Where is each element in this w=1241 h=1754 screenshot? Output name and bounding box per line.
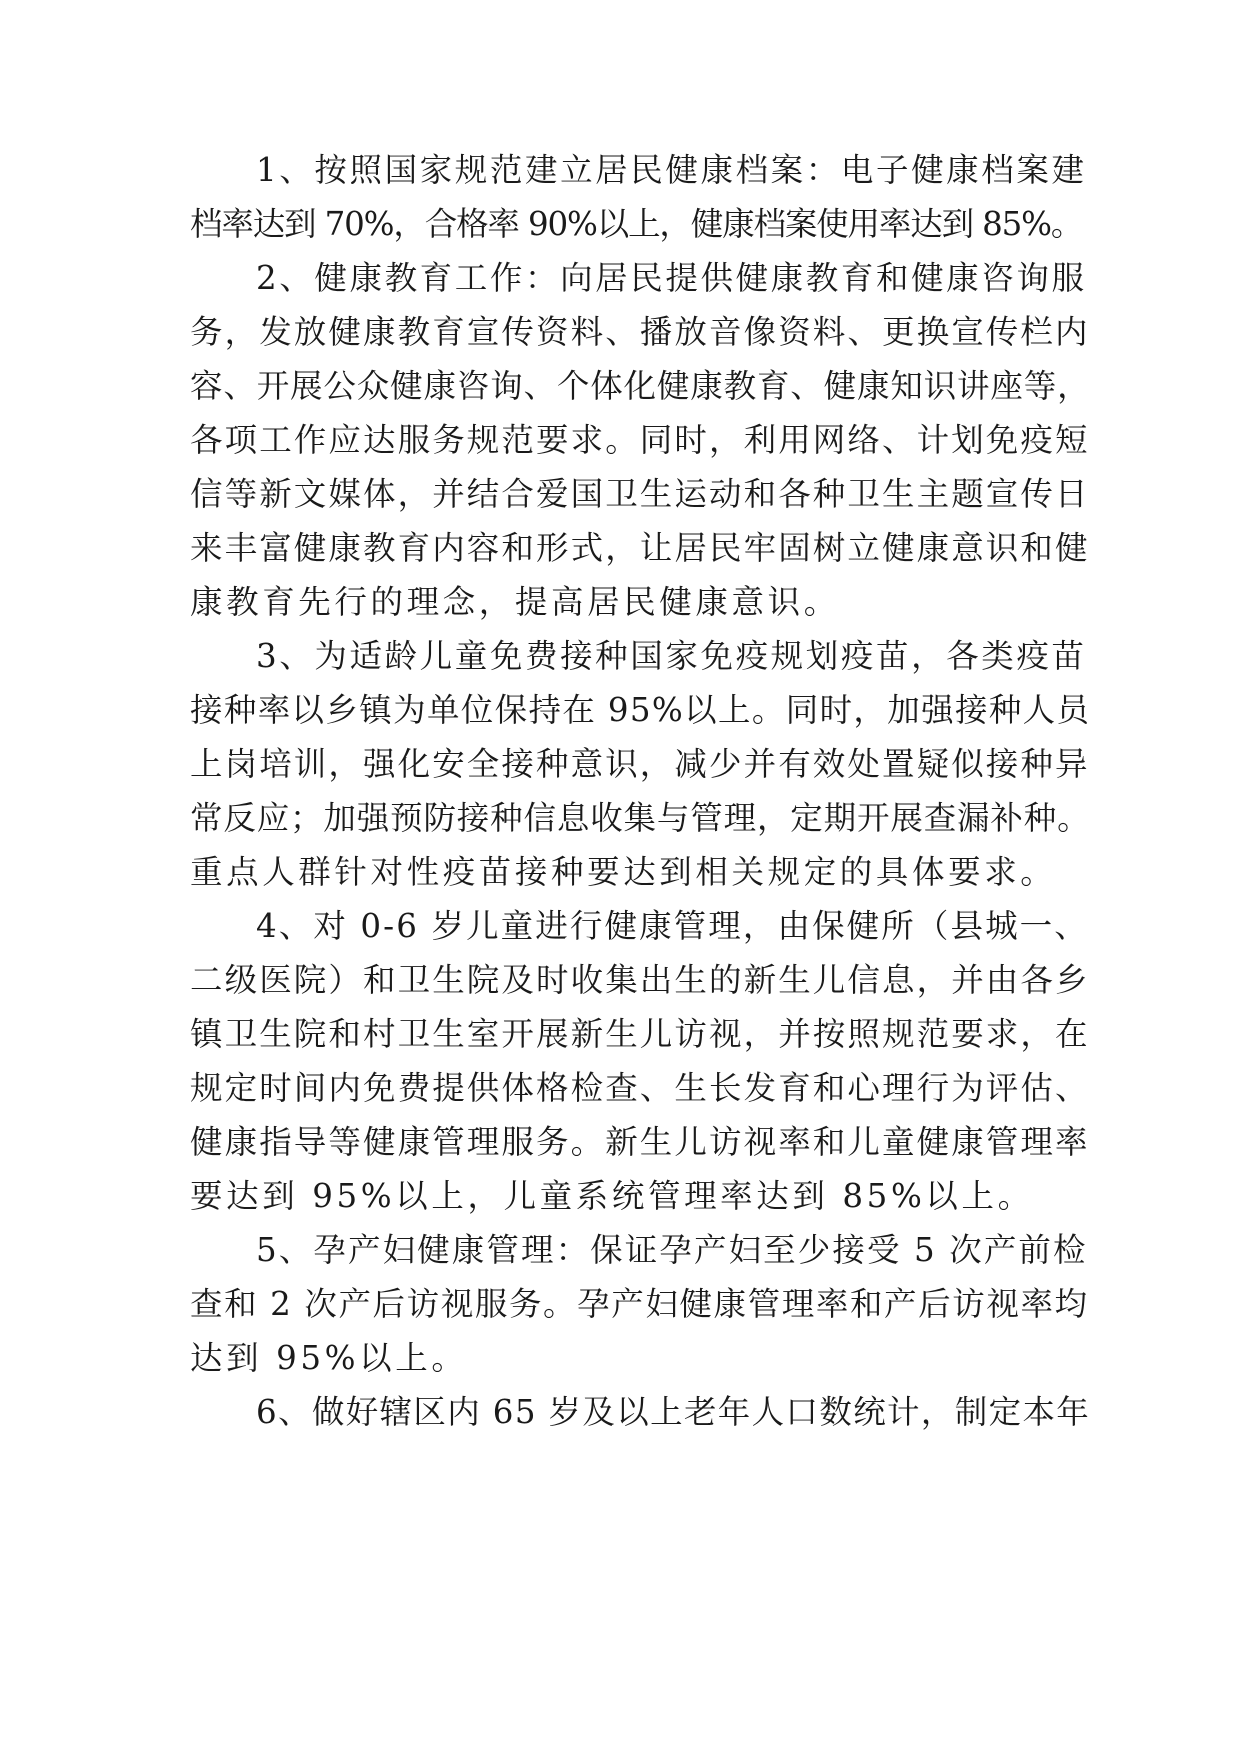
paragraph-1-line-2: 档率达到 70%，合格率 90%以上，健康档案使用率达到 85%。 bbox=[190, 205, 1083, 243]
paragraph-2-line-7: 康教育先行的理念，提高居民健康意识。 bbox=[190, 583, 840, 621]
paragraph-4-line-5: 健康指导等健康管理服务。新生儿访视率和儿童健康管理率 bbox=[190, 1123, 1090, 1161]
paragraph-2-line-3: 容、开展公众健康咨询、个体化健康教育、健康知识讲座等， bbox=[190, 367, 1091, 405]
paragraph-5-line-1: 5、孕产妇健康管理：保证孕产妇至少接受 5 次产前检 bbox=[256, 1231, 1088, 1269]
paragraph-4-line-2: 二级医院）和卫生院及时收集出生的新生儿信息，并由各乡 bbox=[190, 961, 1090, 999]
paragraph-3-line-2: 接种率以乡镇为单位保持在 95%以上。同时，加强接种人员 bbox=[190, 691, 1091, 729]
paragraph-3-line-5: 重点人群针对性疫苗接种要达到相关规定的具体要求。 bbox=[190, 853, 1057, 891]
paragraph-3-line-3: 上岗培训，强化安全接种意识，减少并有效处置疑似接种异 bbox=[190, 745, 1090, 783]
paragraph-4-line-3: 镇卫生院和村卫生室开展新生儿访视，并按照规范要求，在 bbox=[190, 1015, 1090, 1053]
paragraph-3-line-1: 3、为适龄儿童免费接种国家免疫规划疫苗，各类疫苗 bbox=[256, 637, 1087, 675]
paragraph-2-line-1: 2、健康教育工作：向居民提供健康教育和健康咨询服 bbox=[256, 259, 1087, 297]
paragraph-2-line-6: 来丰富健康教育内容和形式，让居民牢固树立健康意识和健 bbox=[190, 529, 1090, 567]
paragraph-2-line-2: 务，发放健康教育宣传资料、播放音像资料、更换宣传栏内 bbox=[190, 313, 1090, 351]
paragraph-2-line-4: 各项工作应达服务规范要求。同时，利用网络、计划免疫短 bbox=[190, 421, 1090, 459]
paragraph-3-line-4: 常反应；加强预防接种信息收集与管理，定期开展查漏补种。 bbox=[190, 799, 1091, 837]
paragraph-1-line-1: 1、按照国家规范建立居民健康档案：电子健康档案建 bbox=[256, 151, 1087, 189]
paragraph-5-line-3: 达到 95%以上。 bbox=[190, 1339, 468, 1377]
paragraph-2-line-5: 信等新文媒体，并结合爱国卫生运动和各种卫生主题宣传日 bbox=[190, 475, 1090, 513]
paragraph-4-line-6: 要达到 95%以上，儿童系统管理率达到 85%以上。 bbox=[190, 1177, 1034, 1215]
paragraph-4-line-1: 4、对 0-6 岁儿童进行健康管理，由保健所（县城一、 bbox=[256, 907, 1089, 945]
paragraph-6-line-1: 6、做好辖区内 65 岁及以上老年人口数统计，制定本年 bbox=[256, 1393, 1091, 1431]
paragraph-4-line-4: 规定时间内免费提供体格检查、生长发育和心理行为评估、 bbox=[190, 1069, 1090, 1107]
paragraph-5-line-2: 查和 2 次产后访视服务。孕产妇健康管理率和产后访视率均 bbox=[190, 1285, 1089, 1323]
